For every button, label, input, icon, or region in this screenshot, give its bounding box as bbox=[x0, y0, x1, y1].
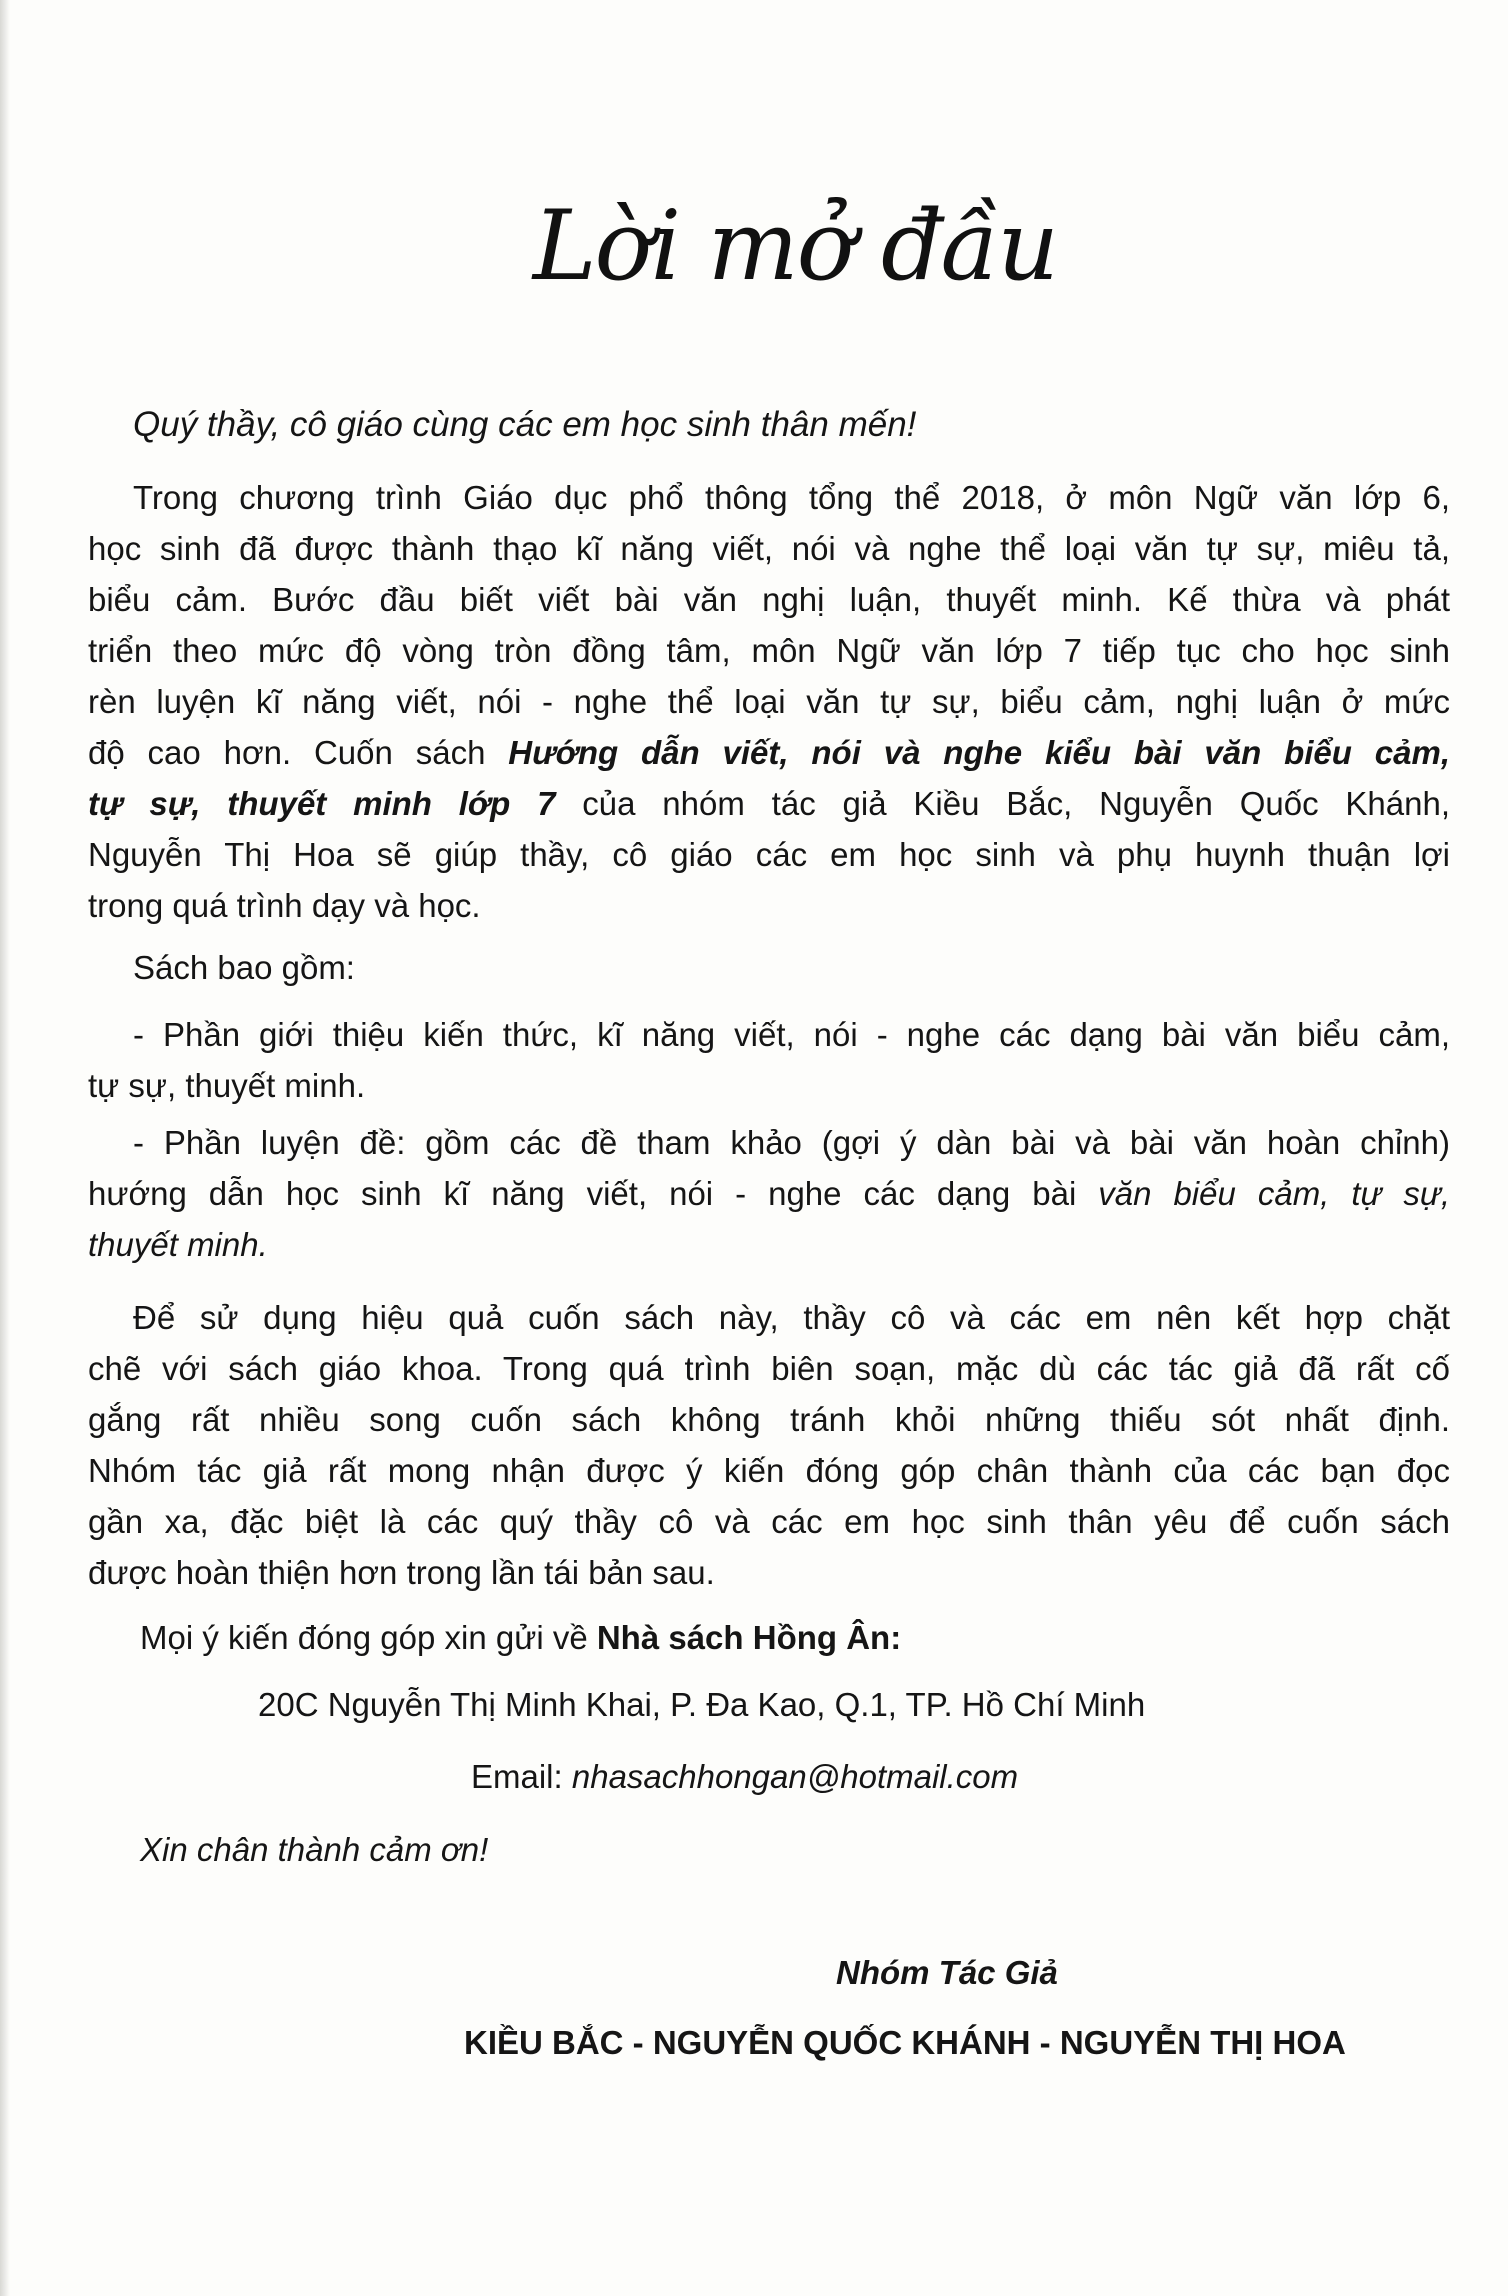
bullet2-line bbox=[133, 1123, 1450, 1163]
text-segment: rèn luyện kĩ năng viết, nói - nghe thể loại văn tự sự, biểu cảm, nghị luận ở mức bbox=[88, 683, 1450, 720]
text-segment: được hoàn thiện hơn trong lần tái bản sau. bbox=[88, 1554, 715, 1591]
bullet1-line bbox=[88, 1066, 365, 1106]
text-segment: hướng dẫn học sinh kĩ năng viết, nói - nghe các dạng bài bbox=[88, 1175, 1099, 1212]
text-segment: tự sự, thuyết minh. bbox=[88, 1067, 366, 1104]
text-segment: Nhóm Tác Giả bbox=[836, 1954, 1058, 1991]
paragraph3-line bbox=[88, 1553, 715, 1593]
text-segment: độ cao hơn. Cuốn sách bbox=[88, 734, 509, 771]
text-segment: KIỀU BẮC - NGUYỄN QUỐC KHÁNH - NGUYỄN THỊ HOA bbox=[464, 2024, 1346, 2061]
paragraph1-line bbox=[88, 733, 1450, 773]
paragraph1-line bbox=[88, 529, 1450, 569]
text-segment: văn biểu cảm, tự sự, bbox=[1098, 1175, 1450, 1212]
text-segment: tự sự, thuyết minh lớp 7 bbox=[88, 785, 556, 822]
thanks-line bbox=[140, 1830, 488, 1870]
address-line bbox=[258, 1685, 1145, 1725]
text-segment: thuyết minh. bbox=[88, 1226, 268, 1263]
paragraph1-line bbox=[88, 580, 1450, 620]
signature-group-line bbox=[836, 1953, 1058, 1993]
paragraph3-line bbox=[88, 1451, 1450, 1491]
text-segment: học sinh đã được thành thạo kĩ năng viết, nói và nghe thể loại văn tự sự, miêu tả, bbox=[88, 530, 1450, 567]
text-segment: Mọi ý kiến đóng góp xin gửi về bbox=[140, 1619, 597, 1656]
authors-line bbox=[464, 2023, 1346, 2063]
text-segment: 20C Nguyễn Thị Minh Khai, P. Đa Kao, Q.1, TP. Hồ Chí Minh bbox=[258, 1686, 1146, 1723]
paragraph1-line bbox=[133, 478, 1450, 518]
paragraph3-line bbox=[88, 1400, 1450, 1440]
email-line bbox=[471, 1757, 1018, 1797]
text-segment: Để sử dụng hiệu quả cuốn sách này, thầy cô và các em nên kết hợp chặt bbox=[133, 1299, 1450, 1336]
text-segment: của nhóm tác giả Kiều Bắc, Nguyễn Quốc Khánh, bbox=[555, 785, 1450, 822]
text-segment: - Phần giới thiệu kiến thức, kĩ năng viết, nói - nghe các dạng bài văn biểu cảm, bbox=[133, 1016, 1450, 1053]
text-segment: trong quá trình dạy và học. bbox=[88, 887, 481, 924]
page-title: Lời mở đầu bbox=[532, 190, 1058, 302]
text-segment: biểu cảm. Bước đầu biết viết bài văn nghị luận, thuyết minh. Kế thừa và phát bbox=[88, 581, 1450, 618]
paragraph3-line bbox=[88, 1502, 1450, 1542]
text-segment: - Phần luyện đề: gồm các đề tham khảo (gợi ý dàn bài và bài văn hoàn chỉnh) bbox=[133, 1124, 1450, 1161]
includes-label: Sách bao gồm: bbox=[133, 949, 355, 986]
text-segment: gắng rất nhiều song cuốn sách không tránh khỏi những thiếu sót nhất định. bbox=[88, 1401, 1450, 1438]
paragraph1-line bbox=[88, 682, 1450, 722]
greeting: Quý thầy, cô giáo cùng các em học sinh thân mến! bbox=[133, 405, 917, 444]
paragraph1-line bbox=[88, 835, 1450, 875]
text-segment: chẽ với sách giáo khoa. Trong quá trình biên soạn, mặc dù các tác giả đã rất cố bbox=[88, 1350, 1450, 1387]
text-segment: Trong chương trình Giáo dục phổ thông tổng thể 2018, ở môn Ngữ văn lớp 6, bbox=[133, 479, 1450, 516]
contact-line bbox=[140, 1618, 901, 1658]
paragraph3-line bbox=[88, 1349, 1450, 1389]
text-segment: triển theo mức độ vòng tròn đồng tâm, môn Ngữ văn lớp 7 tiếp tục cho học sinh bbox=[88, 632, 1450, 669]
paragraph3-line bbox=[133, 1298, 1450, 1338]
paragraph1-line bbox=[88, 784, 1450, 824]
page-edge-shadow bbox=[0, 0, 10, 2296]
paragraph1-line bbox=[88, 631, 1450, 671]
text-segment: Hướng dẫn viết, nói và nghe kiểu bài văn biểu cảm, bbox=[508, 734, 1450, 771]
bullet1-line bbox=[133, 1015, 1450, 1055]
text-segment: Xin chân thành cảm ơn! bbox=[140, 1831, 489, 1868]
text-segment: Nhóm tác giả rất mong nhận được ý kiến đóng góp chân thành của các bạn đọc bbox=[88, 1452, 1450, 1489]
paragraph1-line bbox=[88, 886, 481, 926]
text-segment: Nguyễn Thị Hoa sẽ giúp thầy, cô giáo các em học sinh và phụ huynh thuận lợi bbox=[88, 836, 1450, 873]
text-segment: nhasachhongan@hotmail.com bbox=[571, 1758, 1019, 1795]
text-segment: Email: bbox=[471, 1758, 572, 1795]
bullet2-line bbox=[88, 1225, 268, 1265]
text-segment: gần xa, đặc biệt là các quý thầy cô và các em học sinh thân yêu để cuốn sách bbox=[88, 1503, 1450, 1540]
text-segment: Nhà sách Hồng Ân: bbox=[596, 1619, 902, 1656]
bullet2-line bbox=[88, 1174, 1450, 1214]
